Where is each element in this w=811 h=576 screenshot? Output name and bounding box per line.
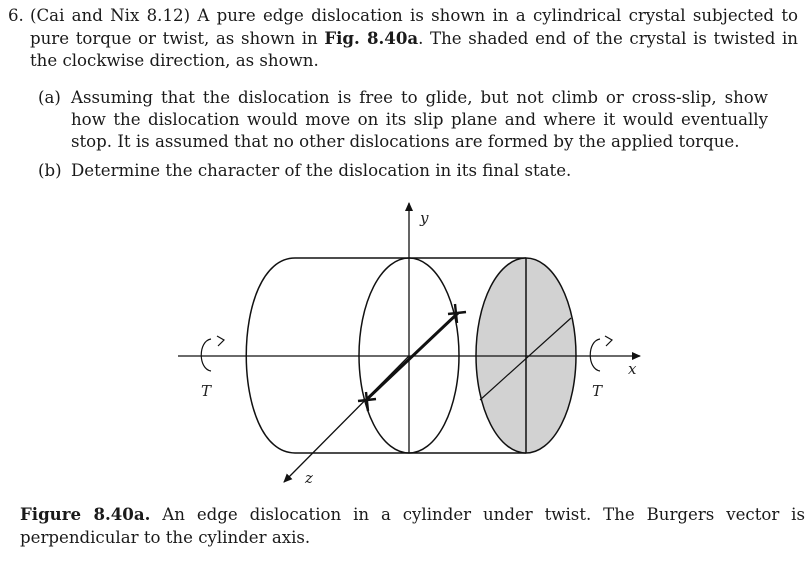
figure-cylinder-diagram — [0, 195, 811, 495]
torque-label-left: T — [201, 382, 212, 400]
torque-arrow-left-head — [217, 336, 224, 346]
dislocation-symbol-bottom-bar — [358, 399, 376, 401]
torque-arrow-right — [590, 339, 600, 371]
torque-arrow-left — [201, 339, 211, 371]
part-a-label: (a) — [38, 88, 61, 107]
part-a-text: Assuming that the dislocation is free to glide, but not climb or cross-slip, show how the dislocation would move on its slip plane and where it would eventually stop. It is assumed that no other dislocations are formed by the applied torque. — [71, 88, 768, 151]
problem-statement — [8, 5, 798, 72]
dislocation-symbol-top-bar — [448, 312, 466, 314]
part-b-label: (b) — [38, 161, 62, 180]
dislocation-line — [365, 313, 458, 401]
part-a — [38, 87, 768, 153]
x-axis-label: x — [628, 360, 637, 378]
z-axis — [284, 356, 409, 482]
problem-number: 6. — [8, 6, 24, 25]
torque-arrow-right-head — [605, 336, 612, 346]
y-axis-label: y — [420, 209, 429, 227]
figure-reference: Fig. 8.40a — [324, 28, 419, 48]
figure-caption — [20, 503, 805, 549]
problem-intro-post: . The shaded end of the crystal is twisted in the clockwise direction, as shown. — [30, 29, 798, 70]
torque-label-right: T — [592, 382, 603, 400]
part-b — [38, 160, 768, 182]
problem-intro-pre: (Cai and Nix 8.12) A pure edge dislocation is shown in a cylindrical crystal subjected to pure torque or twist, as shown in — [30, 6, 798, 48]
caption-label: Figure 8.40a. — [20, 504, 151, 524]
caption-text: An edge dislocation in a cylinder under twist. The Burgers vector is perpendicular to the cylinder axis. — [20, 505, 805, 547]
problem-intro — [30, 5, 798, 72]
part-b-text: Determine the character of the dislocation in its final state. — [71, 161, 572, 180]
z-axis-label: z — [305, 469, 313, 487]
